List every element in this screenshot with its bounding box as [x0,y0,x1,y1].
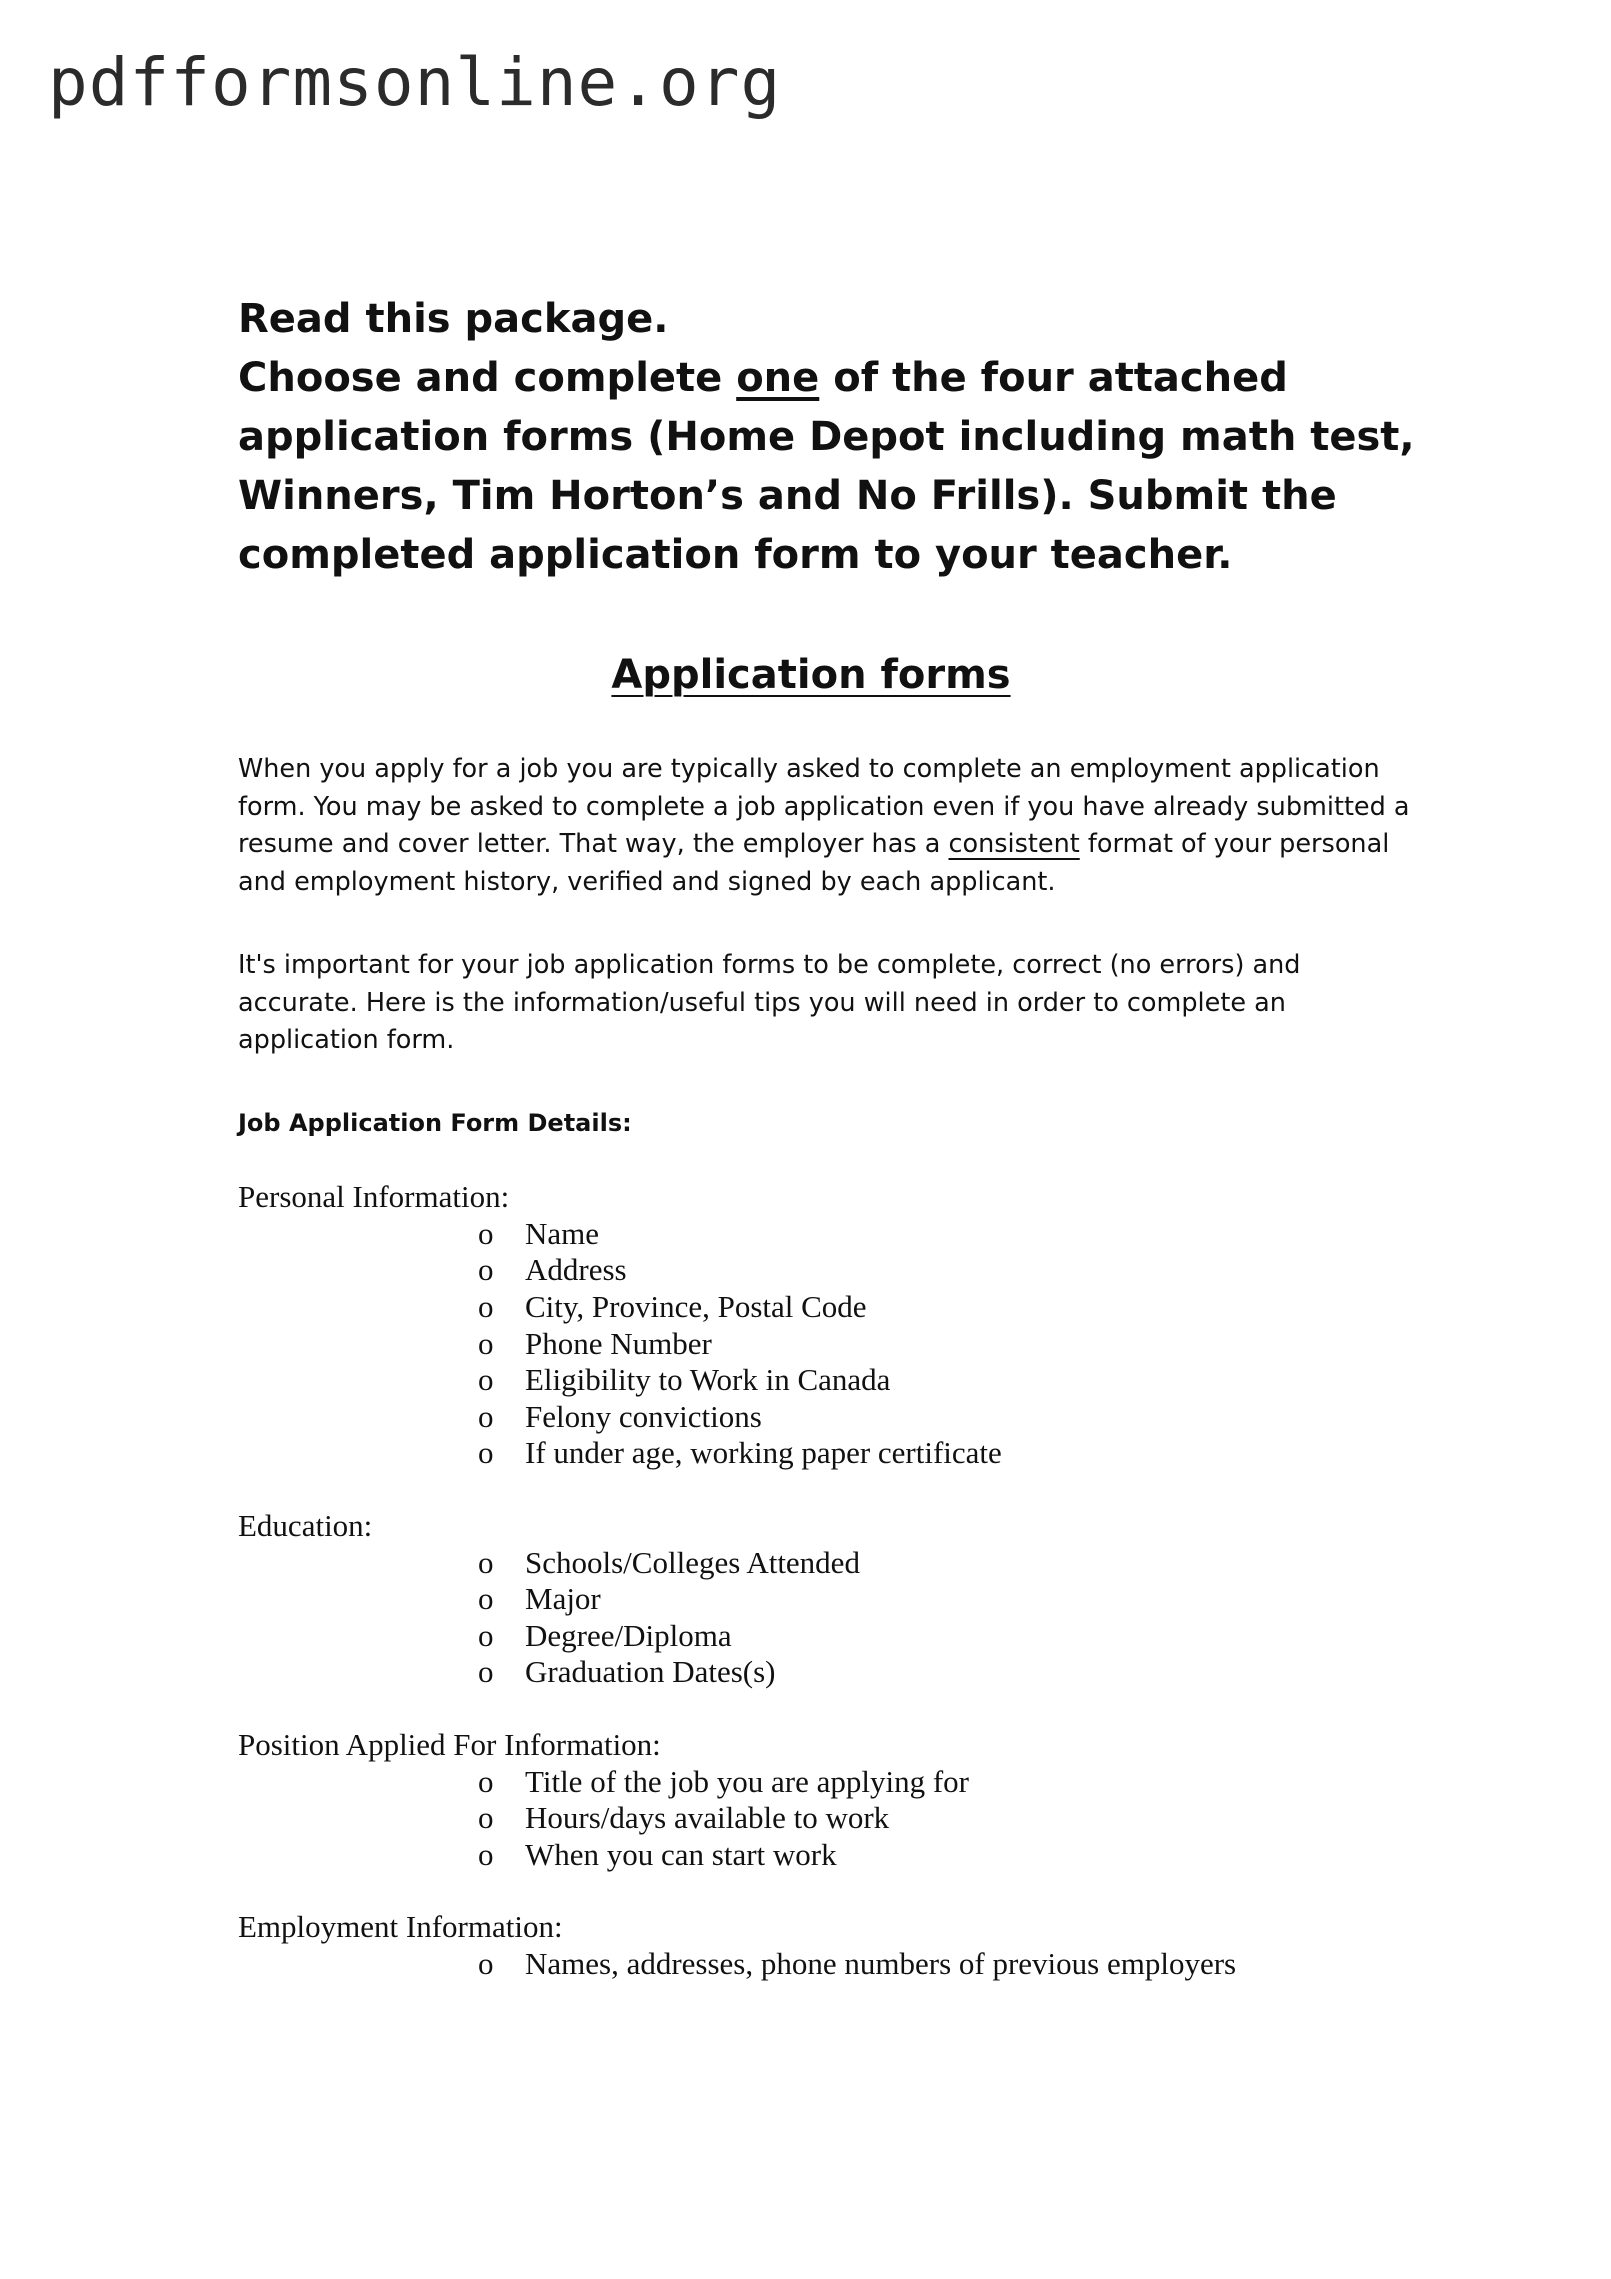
bullet-icon: o [478,1435,494,1471]
bullet-icon: o [478,1398,494,1434]
list-item-text: Phone Number [525,1325,712,1361]
list-item-text: Schools/Colleges Attended [525,1544,860,1580]
intro-text-pre: Choose and complete [238,355,737,401]
list-item [238,1326,1418,1363]
paragraph-1-pre: When you apply for a job you are typically asked to complete an employment application form. You may be asked to complete a job application even if you have already submitted a resume and cover letter. That way, the employer has a [238,754,1410,859]
group-list [238,1216,1418,1472]
list-item [238,1618,1418,1655]
group-list [238,1545,1418,1691]
details-groups [238,1179,1418,1982]
group-list [238,1764,1418,1874]
paragraph-2: It's important for your job application forms to be complete, correct (no errors) and accurate. Here is the information/useful tips you will need in order to complete an application form. [238,950,1301,1055]
list-item [238,1399,1418,1436]
list-item [238,1581,1418,1618]
list-item-text: Name [525,1215,600,1251]
bullet-icon: o [478,1252,494,1288]
document-content [238,290,1418,1983]
list-item-text: Hours/days available to work [525,1800,890,1836]
bullet-icon: o [478,1289,494,1325]
list-item [238,1946,1418,1983]
list-item [238,1435,1418,1472]
list-item-text: Eligibility to Work in Canada [525,1362,891,1398]
bullet-icon: o [478,1544,494,1580]
list-item [238,1362,1418,1399]
list-item-text: Names, addresses, phone numbers of previous employers [525,1945,1237,1981]
intro-line-2 [238,349,1418,585]
list-item [238,1252,1418,1289]
section-title [238,651,1384,699]
intro-emphasis-one: one [736,355,820,401]
details-group [238,1179,1418,1472]
list-item-text: Graduation Dates(s) [525,1654,776,1690]
bullet-icon: o [478,1800,494,1836]
list-item [238,1654,1418,1691]
details-group [238,1909,1418,1982]
intro-line-1: Read this package. [238,296,669,342]
details-title: Job Application Form Details: [238,1108,632,1137]
list-item-text: Title of the job you are applying for [525,1763,969,1799]
group-list [238,1946,1418,1983]
group-heading: Employment Information: [238,1909,563,1945]
list-item-text: When you can start work [525,1836,837,1872]
list-item [238,1800,1418,1837]
watermark-text: pdfformsonline.org [48,44,782,121]
group-heading: Position Applied For Information: [238,1727,661,1763]
bullet-icon: o [478,1215,494,1251]
group-heading: Personal Information: [238,1179,510,1215]
details-group [238,1508,1418,1691]
intro-text-post: of the four attached application forms (Home Depot including math test, Winners, Tim Horton’s and No Frills). Submit the completed application form to your teacher. [238,355,1415,578]
paragraph-1-post: format of your personal and employment history, verified and signed by each applicant. [238,829,1390,897]
bullet-icon: o [478,1945,494,1981]
list-item-text: City, Province, Postal Code [525,1289,867,1325]
bullet-icon: o [478,1581,494,1617]
details-group [238,1727,1418,1873]
list-item-text: Felony convictions [525,1398,762,1434]
list-item [238,1837,1418,1874]
intro-instructions [238,290,1418,585]
bullet-icon: o [478,1362,494,1398]
list-item [238,1289,1418,1326]
list-item [238,1764,1418,1801]
paragraph-1 [238,751,1418,901]
list-item-text: Major [525,1581,601,1617]
paragraph-1-emphasis: consistent [948,829,1080,859]
bullet-icon: o [478,1836,494,1872]
list-item [238,1216,1418,1253]
list-item-text: Address [525,1252,627,1288]
list-item-text: If under age, working paper certificate [525,1435,1002,1471]
bullet-icon: o [478,1763,494,1799]
bullet-icon: o [478,1325,494,1361]
section-title-text: Application forms [611,652,1011,698]
bullet-icon: o [478,1654,494,1690]
list-item-text: Degree/Diploma [525,1617,732,1653]
group-heading: Education: [238,1508,373,1544]
list-item [238,1545,1418,1582]
bullet-icon: o [478,1617,494,1653]
